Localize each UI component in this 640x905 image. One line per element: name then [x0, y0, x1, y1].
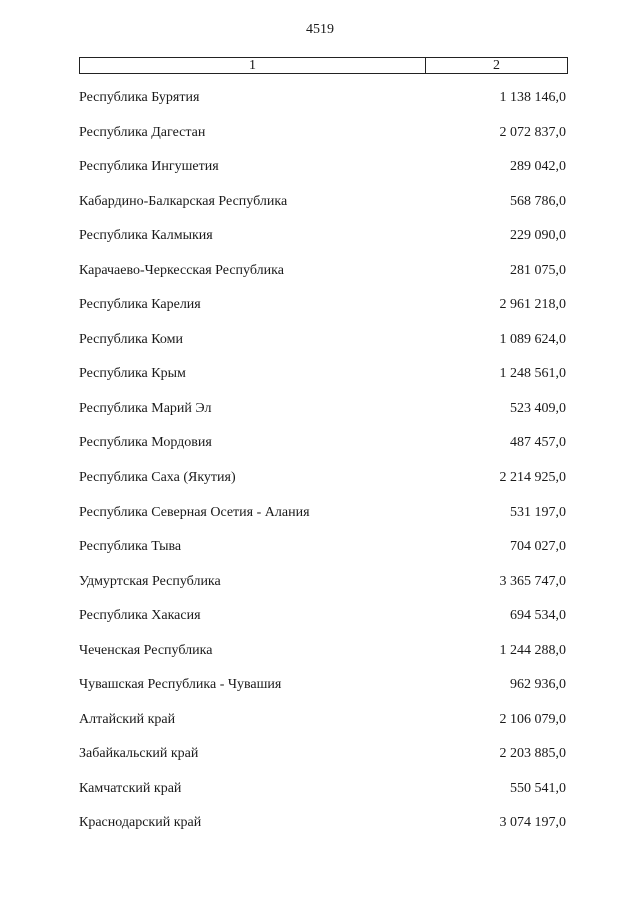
region-amount: 2 961 218,0 — [499, 297, 566, 313]
region-name: Республика Бурятия — [79, 90, 200, 105]
region-amount: 229 090,0 — [510, 228, 566, 244]
region-name: Удмуртская Республика — [79, 573, 221, 589]
region-amount: 704 027,0 — [510, 539, 566, 555]
region-amount: 1 248 561,0 — [499, 366, 566, 382]
region-name: Камчатский край — [79, 780, 182, 796]
region-amount: 523 409,0 — [510, 400, 566, 416]
region-amount: 531 197,0 — [510, 504, 566, 520]
table-row — [0, 606, 640, 641]
region-amount: 1 138 146,0 — [499, 90, 566, 105]
region-amount: 281 075,0 — [510, 262, 566, 278]
region-amount: 2 072 837,0 — [499, 124, 566, 140]
column-header-1: 1 — [80, 58, 426, 73]
table-row — [0, 433, 640, 468]
table-row — [0, 261, 640, 296]
table-row — [0, 226, 640, 261]
region-amount: 289 042,0 — [510, 159, 566, 175]
table-row — [0, 123, 640, 158]
table-header — [79, 57, 568, 74]
region-name: Республика Северная Осетия - Алания — [79, 504, 310, 520]
region-name: Республика Марий Эл — [79, 400, 212, 416]
region-amount: 2 203 885,0 — [499, 746, 566, 762]
region-name: Республика Крым — [79, 366, 186, 382]
region-amount: 3 365 747,0 — [499, 573, 566, 589]
table-row — [0, 157, 640, 192]
region-amount: 2 214 925,0 — [499, 470, 566, 486]
region-name: Республика Ингушетия — [79, 159, 219, 175]
region-amount: 694 534,0 — [510, 608, 566, 624]
region-amount: 962 936,0 — [510, 677, 566, 693]
table-row — [0, 88, 640, 123]
table-row — [0, 641, 640, 676]
region-name: Республика Калмыкия — [79, 228, 213, 244]
table-row — [0, 675, 640, 710]
table-row — [0, 744, 640, 779]
region-name: Республика Хакасия — [79, 608, 201, 624]
region-amount: 550 541,0 — [510, 780, 566, 796]
region-name: Республика Мордовия — [79, 435, 212, 451]
region-amount: 3 074 197,0 — [499, 815, 566, 831]
table-row — [0, 330, 640, 365]
region-amount: 1 244 288,0 — [499, 642, 566, 658]
table-row — [0, 779, 640, 814]
column-header-2: 2 — [493, 58, 500, 73]
table-body — [0, 88, 640, 848]
region-name: Карачаево-Черкесская Республика — [79, 262, 284, 278]
region-name: Краснодарский край — [79, 815, 202, 831]
table-row — [0, 399, 640, 434]
region-name: Республика Коми — [79, 331, 183, 347]
region-name: Республика Карелия — [79, 297, 201, 313]
table-row — [0, 710, 640, 745]
region-amount: 1 089 624,0 — [499, 331, 566, 347]
region-amount: 487 457,0 — [510, 435, 566, 451]
region-name: Забайкальский край — [79, 746, 199, 762]
table-row — [0, 468, 640, 503]
table-row — [0, 192, 640, 227]
table-row — [0, 503, 640, 538]
region-name: Республика Тыва — [79, 539, 182, 555]
table-row — [0, 537, 640, 572]
region-name: Алтайский край — [79, 711, 176, 727]
region-name: Чеченская Республика — [79, 642, 213, 658]
region-amount: 568 786,0 — [510, 193, 566, 209]
table-row — [0, 572, 640, 607]
region-name: Республика Саха (Якутия) — [79, 470, 236, 486]
table-row — [0, 813, 640, 848]
page-number: 4519 — [306, 22, 334, 37]
region-name: Чувашская Республика - Чувашия — [79, 677, 282, 693]
table-row — [0, 295, 640, 330]
region-name: Республика Дагестан — [79, 124, 206, 140]
table-row — [0, 364, 640, 399]
region-amount: 2 106 079,0 — [499, 711, 566, 727]
region-name: Кабардино-Балкарская Республика — [79, 193, 288, 209]
